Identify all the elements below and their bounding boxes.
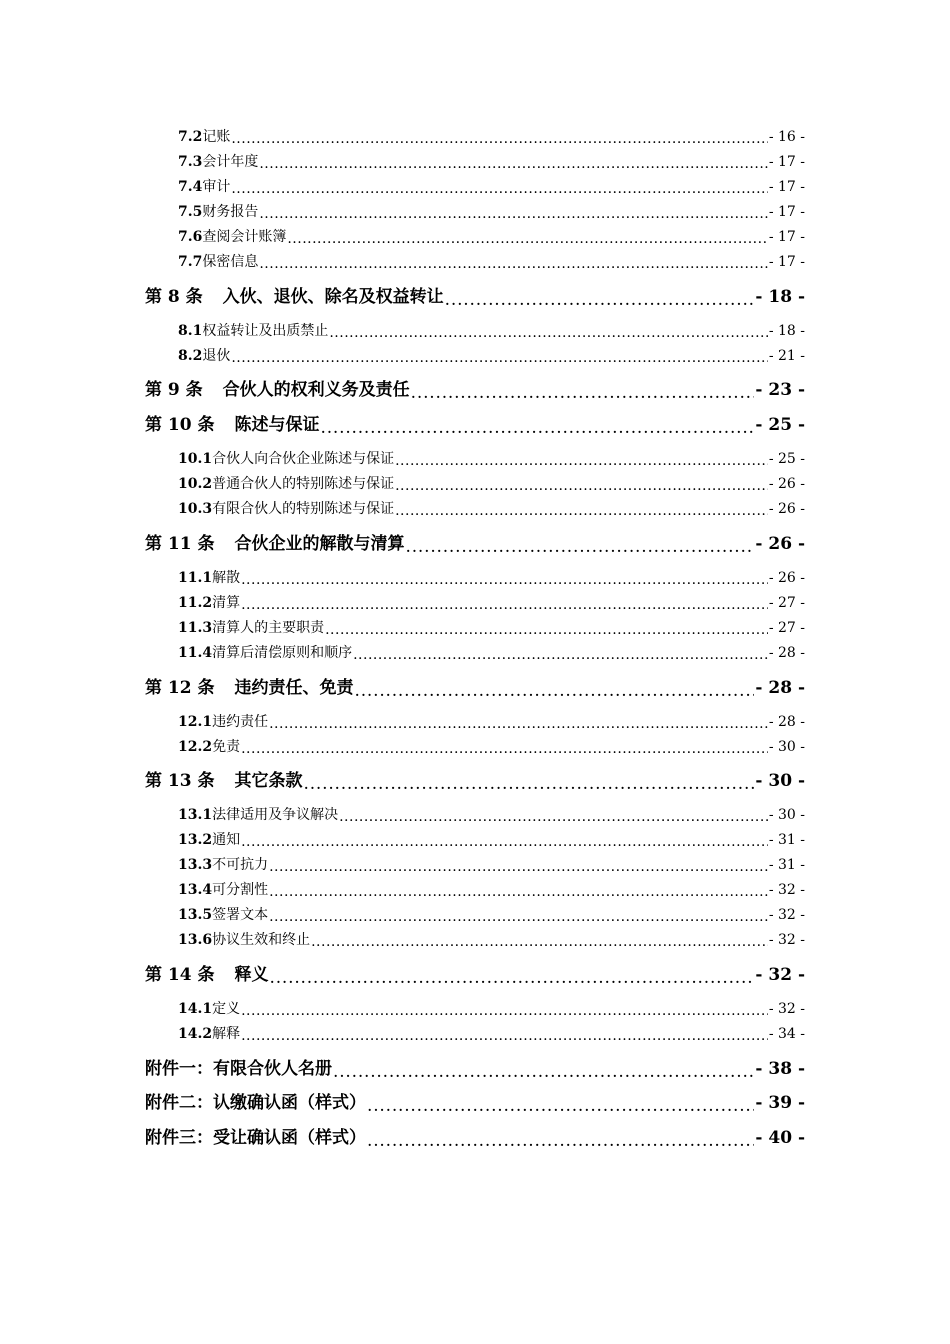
toc-chapter-entry[interactable]: [0, 414, 950, 436]
toc-entry-number: 11.4: [178, 645, 213, 661]
toc-entry-number: 第 8 条: [145, 287, 203, 307]
toc-entry-number: 第 9 条: [145, 380, 203, 400]
toc-entry-title: 清算: [212, 595, 241, 611]
toc-entry-number: 10.3: [178, 501, 213, 517]
toc-page-number: - 17 -: [768, 229, 805, 245]
toc-page-number: - 26 -: [755, 534, 805, 554]
toc-entry-title: 清算人的主要职责: [212, 620, 325, 636]
toc-entry-number: 11.2: [178, 595, 213, 611]
toc-entry-number: 13.1: [178, 807, 213, 823]
toc-section-entry[interactable]: [0, 1024, 950, 1044]
toc-dot-leader: [395, 476, 768, 490]
toc-entry-title: 免责: [212, 739, 241, 755]
toc-section-entry[interactable]: [0, 999, 950, 1019]
toc-section-entry[interactable]: [0, 618, 950, 638]
toc-page-number: - 28 -: [755, 678, 805, 698]
toc-section-entry[interactable]: [0, 880, 950, 900]
toc-section-entry[interactable]: [0, 152, 950, 172]
toc-dot-leader: [353, 645, 768, 659]
toc-dot-leader: [269, 907, 768, 921]
toc-dot-leader: [241, 739, 768, 753]
toc-entry-title: 合伙企业的解散与清算: [234, 534, 405, 554]
toc-dot-leader: [241, 1001, 768, 1015]
toc-page-number: - 26 -: [768, 501, 805, 517]
toc-entry-title: 定义: [212, 1001, 241, 1017]
toc-page-number: - 26 -: [768, 476, 805, 492]
toc-page-number: - 30 -: [768, 807, 805, 823]
toc-page-number: - 34 -: [768, 1026, 805, 1042]
toc-dot-leader: [325, 620, 768, 634]
toc-page-number: - 23 -: [755, 380, 805, 400]
toc-page-number: - 31 -: [768, 832, 805, 848]
toc-dot-leader: [355, 680, 755, 697]
toc-entry-number: 第 11 条: [145, 534, 215, 554]
toc-page-number: - 28 -: [768, 714, 805, 730]
toc-entry-title: 解散: [212, 570, 241, 586]
toc-entry-title: 有限合伙人的特别陈述与保证: [212, 501, 395, 517]
toc-dot-leader: [241, 1026, 768, 1040]
toc-entry-number: 13.3: [178, 857, 213, 873]
toc-entry-title: 解释: [212, 1026, 241, 1042]
toc-entry-number: 8.1: [178, 323, 203, 339]
toc-entry-number: 第 10 条: [145, 415, 215, 435]
toc-page-number: - 16 -: [768, 129, 805, 145]
toc-entry-number: 7.7: [178, 254, 203, 270]
toc-page-number: - 30 -: [755, 771, 805, 791]
toc-section-entry[interactable]: [0, 830, 950, 850]
toc-dot-leader: [395, 501, 768, 515]
toc-entry-title: 附件一：有限合伙人名册: [145, 1059, 332, 1079]
toc-section-entry[interactable]: [0, 252, 950, 272]
toc-page-number: - 32 -: [768, 1001, 805, 1017]
toc-dot-leader: [333, 1061, 754, 1078]
toc-entry-title: 审计: [202, 179, 231, 195]
toc-page-number: - 18 -: [768, 323, 805, 339]
toc-entry-title: 通知: [212, 832, 241, 848]
toc-entry-number: 13.5: [178, 907, 213, 923]
toc-page-number: - 27 -: [768, 620, 805, 636]
toc-entry-title: 附件二：认缴确认函（样式）: [145, 1093, 366, 1113]
toc-dot-leader: [270, 967, 755, 984]
toc-entry-number: 12.1: [178, 714, 213, 730]
toc-chapter-entry[interactable]: [0, 533, 950, 555]
toc-section-entry[interactable]: [0, 568, 950, 588]
toc-page-number: - 30 -: [768, 739, 805, 755]
toc-entry-number: 13.2: [178, 832, 213, 848]
toc-page-number: - 26 -: [768, 570, 805, 586]
toc-section-entry[interactable]: [0, 499, 950, 519]
toc-entry-number: 10.1: [178, 451, 213, 467]
toc-page-number: - 17 -: [768, 154, 805, 170]
toc-entry-title: 陈述与保证: [234, 415, 320, 435]
toc-section-entry[interactable]: [0, 177, 950, 197]
toc-chapter-entry[interactable]: [0, 1058, 950, 1080]
toc-entry-number: 12.2: [178, 739, 213, 755]
toc-dot-leader: [241, 832, 768, 846]
toc-page-number: - 40 -: [755, 1128, 805, 1148]
toc-entry-title: 入伙、退伙、除名及权益转让: [222, 287, 444, 307]
toc-page-number: - 32 -: [768, 882, 805, 898]
toc-page-number: - 17 -: [768, 254, 805, 270]
toc-entry-number: 14.1: [178, 1001, 213, 1017]
toc-entry-title: 查阅会计账簿: [202, 229, 287, 245]
toc-entry-number: 7.4: [178, 179, 203, 195]
toc-section-entry[interactable]: [0, 805, 950, 825]
toc-chapter-entry[interactable]: [0, 964, 950, 986]
toc-dot-leader: [367, 1130, 754, 1147]
toc-page-number: - 39 -: [755, 1093, 805, 1113]
toc-dot-leader: [311, 932, 768, 946]
toc-entry-title: 保密信息: [202, 254, 259, 270]
toc-entry-number: 13.4: [178, 882, 213, 898]
toc-page-number: - 18 -: [755, 287, 805, 307]
toc-page-number: - 27 -: [768, 595, 805, 611]
toc-entry-title: 权益转让及出质禁止: [202, 323, 329, 339]
toc-dot-leader: [231, 179, 767, 193]
toc-section-entry[interactable]: [0, 930, 950, 950]
toc-dot-leader: [269, 857, 768, 871]
toc-page-number: - 32 -: [768, 907, 805, 923]
toc-dot-leader: [329, 323, 767, 337]
toc-dot-leader: [411, 382, 755, 399]
toc-entry-title: 普通合伙人的特别陈述与保证: [212, 476, 395, 492]
toc-dot-leader: [259, 254, 767, 268]
toc-page-number: - 21 -: [768, 348, 805, 364]
toc-entry-number: 11.1: [178, 570, 213, 586]
toc-section-entry[interactable]: [0, 855, 950, 875]
toc-page-number: - 32 -: [755, 965, 805, 985]
toc-entry-title: 违约责任、免责: [234, 678, 354, 698]
toc-entry-title: 记账: [202, 129, 231, 145]
toc-entry-title: 合伙人的权利义务及责任: [222, 380, 410, 400]
toc-entry-number: 11.3: [178, 620, 213, 636]
toc-entry-number: 13.6: [178, 932, 213, 948]
toc-dot-leader: [269, 714, 768, 728]
toc-section-entry[interactable]: [0, 346, 950, 366]
toc-dot-leader: [259, 154, 767, 168]
toc-page-number: - 25 -: [768, 451, 805, 467]
toc-section-entry[interactable]: [0, 202, 950, 222]
toc-dot-leader: [395, 451, 768, 465]
toc-chapter-entry[interactable]: [0, 1127, 950, 1149]
toc-entry-number: 14.2: [178, 1026, 213, 1042]
toc-dot-leader: [367, 1095, 754, 1112]
toc-dot-leader: [321, 417, 755, 434]
toc-chapter-entry[interactable]: [0, 379, 950, 401]
toc-entry-title: 释义: [234, 965, 269, 985]
toc-section-entry[interactable]: [0, 905, 950, 925]
toc-entry-number: 7.2: [178, 129, 203, 145]
toc-entry-number: 8.2: [178, 348, 203, 364]
toc-entry-number: 第 12 条: [145, 678, 215, 698]
toc-entry-title: 可分割性: [212, 882, 269, 898]
toc-section-entry[interactable]: [0, 712, 950, 732]
toc-dot-leader: [241, 570, 768, 584]
toc-entry-title: 违约责任: [212, 714, 269, 730]
toc-dot-leader: [339, 807, 768, 821]
toc-dot-leader: [269, 882, 768, 896]
toc-chapter-entry[interactable]: [0, 1092, 950, 1114]
toc-section-entry[interactable]: [0, 321, 950, 341]
toc-entry-title: 财务报告: [202, 204, 259, 220]
toc-entry-number: 7.3: [178, 154, 203, 170]
toc-entry-title: 法律适用及争议解决: [212, 807, 339, 823]
toc-entry-number: 7.6: [178, 229, 203, 245]
toc-section-entry[interactable]: [0, 643, 950, 663]
toc-entry-number: 7.5: [178, 204, 203, 220]
toc-entry-number: 第 13 条: [145, 771, 215, 791]
toc-page-number: - 17 -: [768, 179, 805, 195]
toc-entry-title: 其它条款: [234, 771, 303, 791]
toc-entry-number: 第 14 条: [145, 965, 215, 985]
toc-dot-leader: [287, 229, 767, 243]
toc-entry-title: 协议生效和终止: [212, 932, 311, 948]
toc-dot-leader: [259, 204, 767, 218]
toc-section-entry[interactable]: [0, 449, 950, 469]
toc-section-entry[interactable]: [0, 227, 950, 247]
toc-dot-leader: [304, 773, 755, 790]
toc-entry-title: 签署文本: [212, 907, 269, 923]
toc-section-entry[interactable]: [0, 737, 950, 757]
toc-entry-title: 不可抗力: [212, 857, 269, 873]
toc-entry-number: 10.2: [178, 476, 213, 492]
toc-chapter-entry[interactable]: [0, 770, 950, 792]
toc-dot-leader: [241, 595, 768, 609]
toc-page-number: - 32 -: [768, 932, 805, 948]
toc-chapter-entry[interactable]: [0, 286, 950, 308]
toc-dot-leader: [406, 536, 755, 553]
toc-page-number: - 25 -: [755, 415, 805, 435]
toc-dot-leader: [231, 348, 767, 362]
toc-section-entry[interactable]: [0, 593, 950, 613]
toc-section-entry[interactable]: [0, 127, 950, 147]
toc-dot-leader: [445, 289, 755, 306]
toc-page-number: - 31 -: [768, 857, 805, 873]
toc-entry-title: 合伙人向合伙企业陈述与保证: [212, 451, 395, 467]
toc-page-number: - 38 -: [755, 1059, 805, 1079]
toc-page-number: - 17 -: [768, 204, 805, 220]
toc-entry-title: 附件三：受让确认函（样式）: [145, 1128, 366, 1148]
toc-chapter-entry[interactable]: [0, 677, 950, 699]
toc-section-entry[interactable]: [0, 474, 950, 494]
toc-page-number: - 28 -: [768, 645, 805, 661]
toc-dot-leader: [231, 129, 767, 143]
toc-entry-title: 清算后清偿原则和顺序: [212, 645, 353, 661]
toc-entry-title: 会计年度: [202, 154, 259, 170]
toc-entry-title: 退伙: [202, 348, 231, 364]
